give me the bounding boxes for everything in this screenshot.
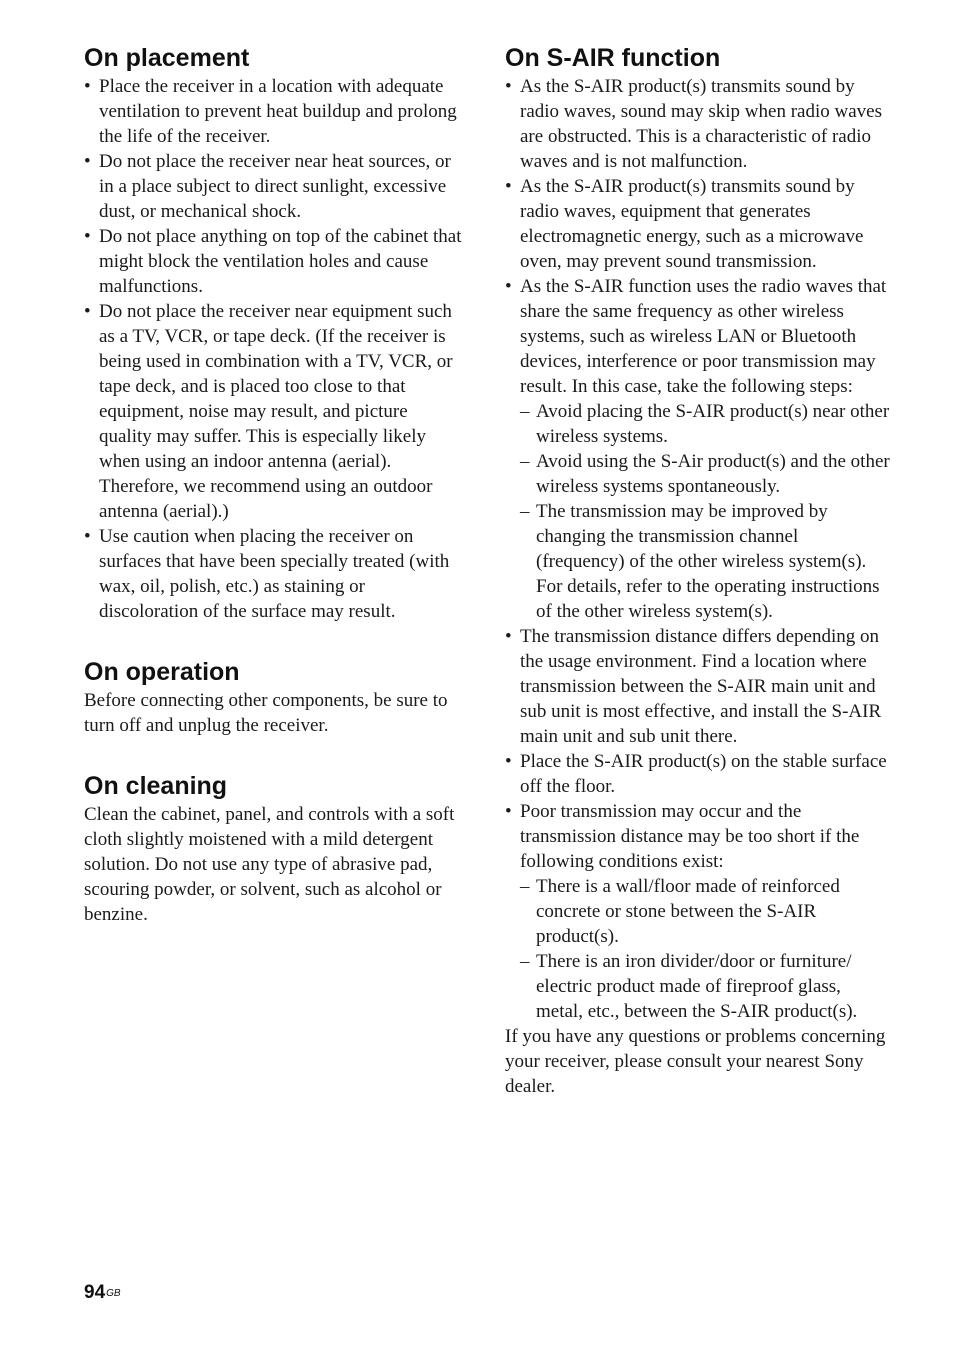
- placement-list: [84, 74, 464, 624]
- list-item-text: Poor transmission may occur and the transmission distance may be too short if the following conditions exist:: [520, 801, 860, 872]
- conditions-list: [520, 874, 890, 1024]
- list-item: • Do not place the receiver near heat sources, or in a place subject to direct sunlight, excessive dust, or mechanical shock.: [84, 149, 464, 224]
- list-item-text: As the S-AIR function uses the radio waves that share the same frequency as other wireless systems, such as wireless LAN or Bluetooth devices, interference or poor transmission may result. In this case, take the following steps:: [520, 276, 887, 397]
- list-item: • As the S-AIR product(s) transmits sound by radio waves, equipment that generates electromagnetic energy, such as a microwave oven, may prevent sound transmission.: [505, 174, 890, 274]
- sair-section: [505, 42, 890, 1099]
- list-item: • As the S-AIR product(s) transmits sound by radio waves, sound may skip when radio waves are obstructed. This is a characteristic of radio waves and is not malfunction.: [505, 74, 890, 174]
- cleaning-heading: On cleaning: [84, 772, 228, 800]
- operation-text: Before connecting other components, be sure to turn off and unplug the receiver.: [84, 690, 448, 736]
- operation-heading: On operation: [84, 658, 240, 686]
- sub-list-item: – There is an iron divider/door or furniture/ electric product made of fireproof glass, metal, etc., between the S-AIR product(s).: [520, 949, 890, 1024]
- list-item: [505, 274, 890, 624]
- list-item: • The transmission distance differs depending on the usage environment. Find a location where transmission between the S-AIR main unit and sub unit is most effective, and install the S-AIR main unit and sub unit there.: [505, 624, 890, 749]
- sub-list-item: – Avoid placing the S-AIR product(s) near other wireless systems.: [520, 399, 890, 449]
- cleaning-section: [84, 770, 464, 927]
- sub-list-item: – Avoid using the S-Air product(s) and the other wireless systems spontaneously.: [520, 449, 890, 499]
- page-footer: [84, 1281, 121, 1305]
- list-item: • Do not place anything on top of the cabinet that might block the ventilation holes and cause malfunctions.: [84, 224, 464, 299]
- sair-heading: On S-AIR function: [505, 44, 721, 72]
- sub-list-item: – The transmission may be improved by changing the transmission channel (frequency) of the other wireless system(s). For details, refer to the operating instructions of the other wireless system(s).: [520, 499, 890, 624]
- list-item: • Place the S-AIR product(s) on the stable surface off the floor.: [505, 749, 890, 799]
- list-item: • Do not place the receiver near equipment such as a TV, VCR, or tape deck. (If the receiver is being used in combination with a TV, VCR, or tape deck, and is placed too close to that equipment, noise may result, and picture quality may suffer. This is especially likely when using an indoor antenna (aerial). Therefore, we recommend using an outdoor antenna (aerial).): [84, 299, 464, 524]
- page-number: 94: [84, 1282, 106, 1303]
- list-item: • Place the receiver in a location with adequate ventilation to prevent heat buildup and prolong the life of the receiver.: [84, 74, 464, 149]
- closing-text: If you have any questions or problems concerning your receiver, please consult your nearest Sony dealer.: [505, 1026, 886, 1097]
- steps-list: [520, 399, 890, 624]
- list-item: [505, 799, 890, 1024]
- left-column: [84, 42, 464, 927]
- placement-section: [84, 42, 464, 624]
- placement-heading: On placement: [84, 44, 250, 72]
- right-column: [505, 42, 890, 1099]
- region-code: GB: [106, 1288, 121, 1299]
- sub-list-item: – There is a wall/floor made of reinforced concrete or stone between the S-AIR product(s).: [520, 874, 890, 949]
- list-item: • Use caution when placing the receiver on surfaces that have been specially treated (with wax, oil, polish, etc.) as staining or discoloration of the surface may result.: [84, 524, 464, 624]
- sair-list: [505, 74, 890, 1024]
- operation-section: [84, 656, 464, 738]
- cleaning-text: Clean the cabinet, panel, and controls with a soft cloth slightly moistened with a mild detergent solution. Do not use any type of abrasive pad, scouring powder, or solvent, such as alcohol or benzine.: [84, 804, 455, 925]
